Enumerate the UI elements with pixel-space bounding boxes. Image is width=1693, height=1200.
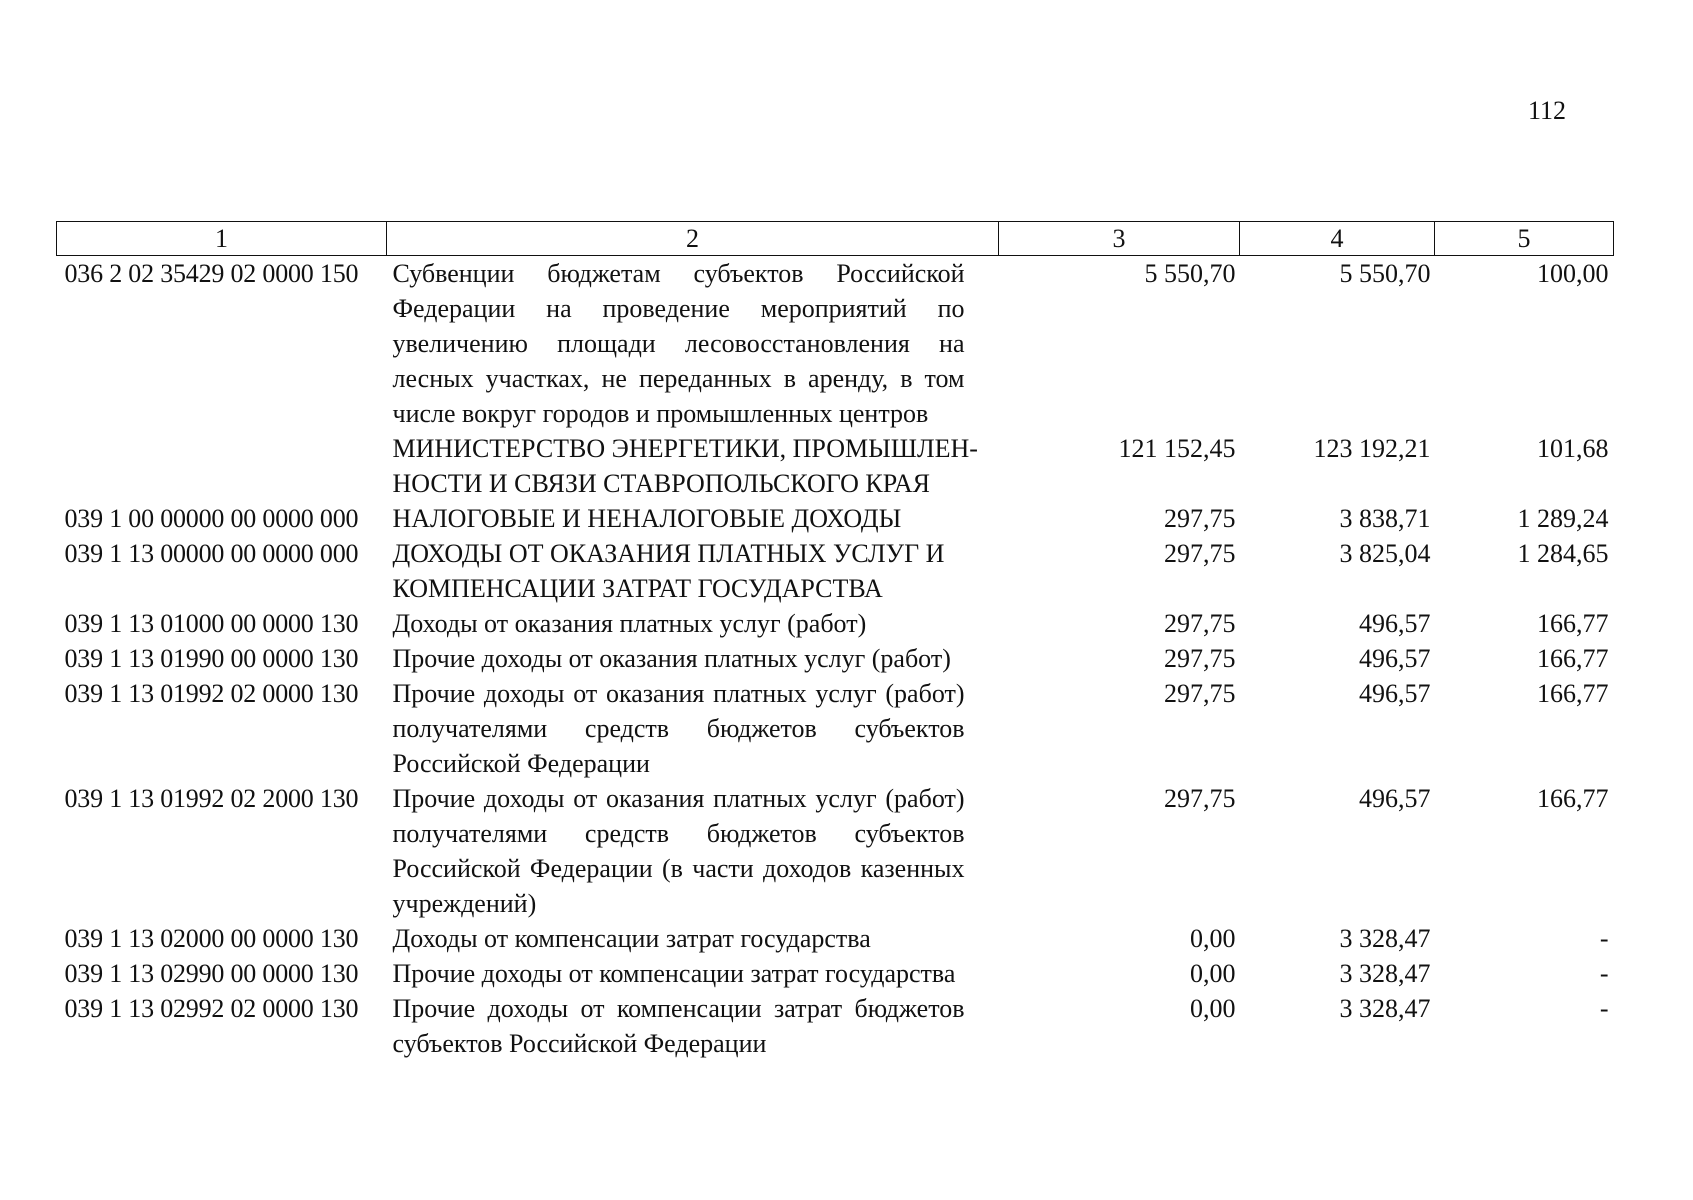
value-col3-cell: 297,75	[1164, 679, 1236, 708]
page-number: 112	[1528, 96, 1567, 125]
value-col4-cell: 5 550,70	[1339, 259, 1431, 288]
row-name-cell: НАЛОГОВЫЕ И НЕНАЛОГОВЫЕ ДОХОДЫ	[392, 504, 902, 533]
budget-code-cell: 039 1 00 00000 00 0000 000	[64, 504, 359, 533]
table-row	[57, 606, 1614, 641]
table-row	[57, 956, 1614, 991]
row-name-cell: Прочие доходы от компенсации затрат бюджетов субъектов Российской Федерации	[392, 994, 965, 1058]
row-name-cell: ДОХОДЫ ОТ ОКАЗАНИЯ ПЛАТНЫХ УСЛУГ И КОМПЕНСАЦИИ ЗАТРАТ ГОСУДАРСТВА	[392, 539, 945, 603]
value-col5-cell: 1 284,65	[1517, 539, 1609, 568]
value-col4-cell: 496,57	[1359, 679, 1431, 708]
budget-table	[56, 221, 1614, 1061]
row-name-cell: Доходы от оказания платных услуг (работ)	[392, 609, 867, 638]
row-name-cell: МИНИСТЕРСТВО ЭНЕРГЕТИКИ, ПРОМЫШЛЕН-НОСТИ И СВЯЗИ СТАВРОПОЛЬСКОГО КРАЯ	[392, 434, 978, 498]
value-col5-cell: -	[1599, 959, 1609, 988]
budget-code-cell: 039 1 13 01990 00 0000 130	[64, 644, 359, 673]
table-row	[57, 536, 1614, 606]
value-col3-cell: 297,75	[1164, 609, 1236, 638]
value-col5-cell: 166,77	[1537, 609, 1609, 638]
header-cell-1: 1	[57, 222, 387, 256]
budget-code-cell: 039 1 13 01000 00 0000 130	[64, 609, 359, 638]
value-col3-cell: 297,75	[1164, 539, 1236, 568]
budget-code-cell: 039 1 13 02990 00 0000 130	[64, 959, 359, 988]
budget-code-cell	[57, 431, 387, 501]
value-col5-cell: 166,77	[1537, 644, 1609, 673]
table-row	[57, 991, 1614, 1061]
value-col3-cell: 297,75	[1164, 504, 1236, 533]
header-cell-3: 3	[999, 222, 1240, 256]
table-row	[57, 431, 1614, 501]
budget-code-cell: 039 1 13 02992 02 0000 130	[64, 994, 359, 1023]
value-col5-cell: 100,00	[1537, 259, 1609, 288]
header-cell-4: 4	[1240, 222, 1435, 256]
budget-code-cell: 039 1 13 01992 02 0000 130	[64, 679, 359, 708]
row-name-cell: Прочие доходы от оказания платных услуг (работ) получателями средств бюджетов субъектов Российской Федерации	[392, 679, 965, 778]
row-name-cell: Прочие доходы от компенсации затрат государства	[392, 959, 956, 988]
value-col4-cell: 3 825,04	[1339, 539, 1431, 568]
table-row	[57, 921, 1614, 956]
table-row	[57, 256, 1614, 432]
table-header-row	[57, 222, 1614, 256]
budget-code-cell: 039 1 13 01992 02 2000 130	[64, 784, 359, 813]
table-row	[57, 781, 1614, 921]
header-cell-2: 2	[387, 222, 999, 256]
row-name-cell: Прочие доходы от оказания платных услуг (работ) получателями средств бюджетов субъектов Российской Федерации (в части доходов казенных учреждений)	[392, 784, 965, 918]
table-row	[57, 641, 1614, 676]
value-col3-cell: 297,75	[1164, 644, 1236, 673]
value-col5-cell: 166,77	[1537, 679, 1609, 708]
table-row	[57, 676, 1614, 781]
table-row	[57, 501, 1614, 536]
value-col5-cell: -	[1599, 994, 1609, 1023]
value-col3-cell: 0,00	[1190, 994, 1236, 1023]
budget-code-cell: 039 1 13 00000 00 0000 000	[64, 539, 359, 568]
value-col4-cell: 496,57	[1359, 644, 1431, 673]
row-name-cell: Доходы от компенсации затрат государства	[392, 924, 871, 953]
row-name-cell: Прочие доходы от оказания платных услуг (работ)	[392, 644, 951, 673]
value-col4-cell: 496,57	[1359, 784, 1431, 813]
value-col4-cell: 3 328,47	[1339, 924, 1431, 953]
value-col3-cell: 5 550,70	[1144, 259, 1236, 288]
value-col3-cell: 0,00	[1190, 924, 1236, 953]
value-col3-cell: 0,00	[1190, 959, 1236, 988]
row-name-cell: Субвенции бюджетам субъектов Российской Федерации на проведение мероприятий по увеличению площади лесовосстановления на лесных участках, не переданных в аренду, в том числе вокруг городов и промышленных центров	[392, 259, 965, 428]
value-col5-cell: 1 289,24	[1517, 504, 1609, 533]
value-col4-cell: 3 328,47	[1339, 994, 1431, 1023]
value-col5-cell: 166,77	[1537, 784, 1609, 813]
header-cell-5: 5	[1435, 222, 1614, 256]
budget-code-cell: 036 2 02 35429 02 0000 150	[64, 259, 359, 288]
value-col3-cell: 297,75	[1164, 784, 1236, 813]
budget-code-cell: 039 1 13 02000 00 0000 130	[64, 924, 359, 953]
value-col4-cell: 3 838,71	[1339, 504, 1431, 533]
value-col4-cell: 3 328,47	[1339, 959, 1431, 988]
value-col5-cell: 101,68	[1537, 434, 1609, 463]
value-col5-cell: -	[1599, 924, 1609, 953]
value-col3-cell: 121 152,45	[1118, 434, 1236, 463]
value-col4-cell: 123 192,21	[1313, 434, 1431, 463]
value-col4-cell: 496,57	[1359, 609, 1431, 638]
